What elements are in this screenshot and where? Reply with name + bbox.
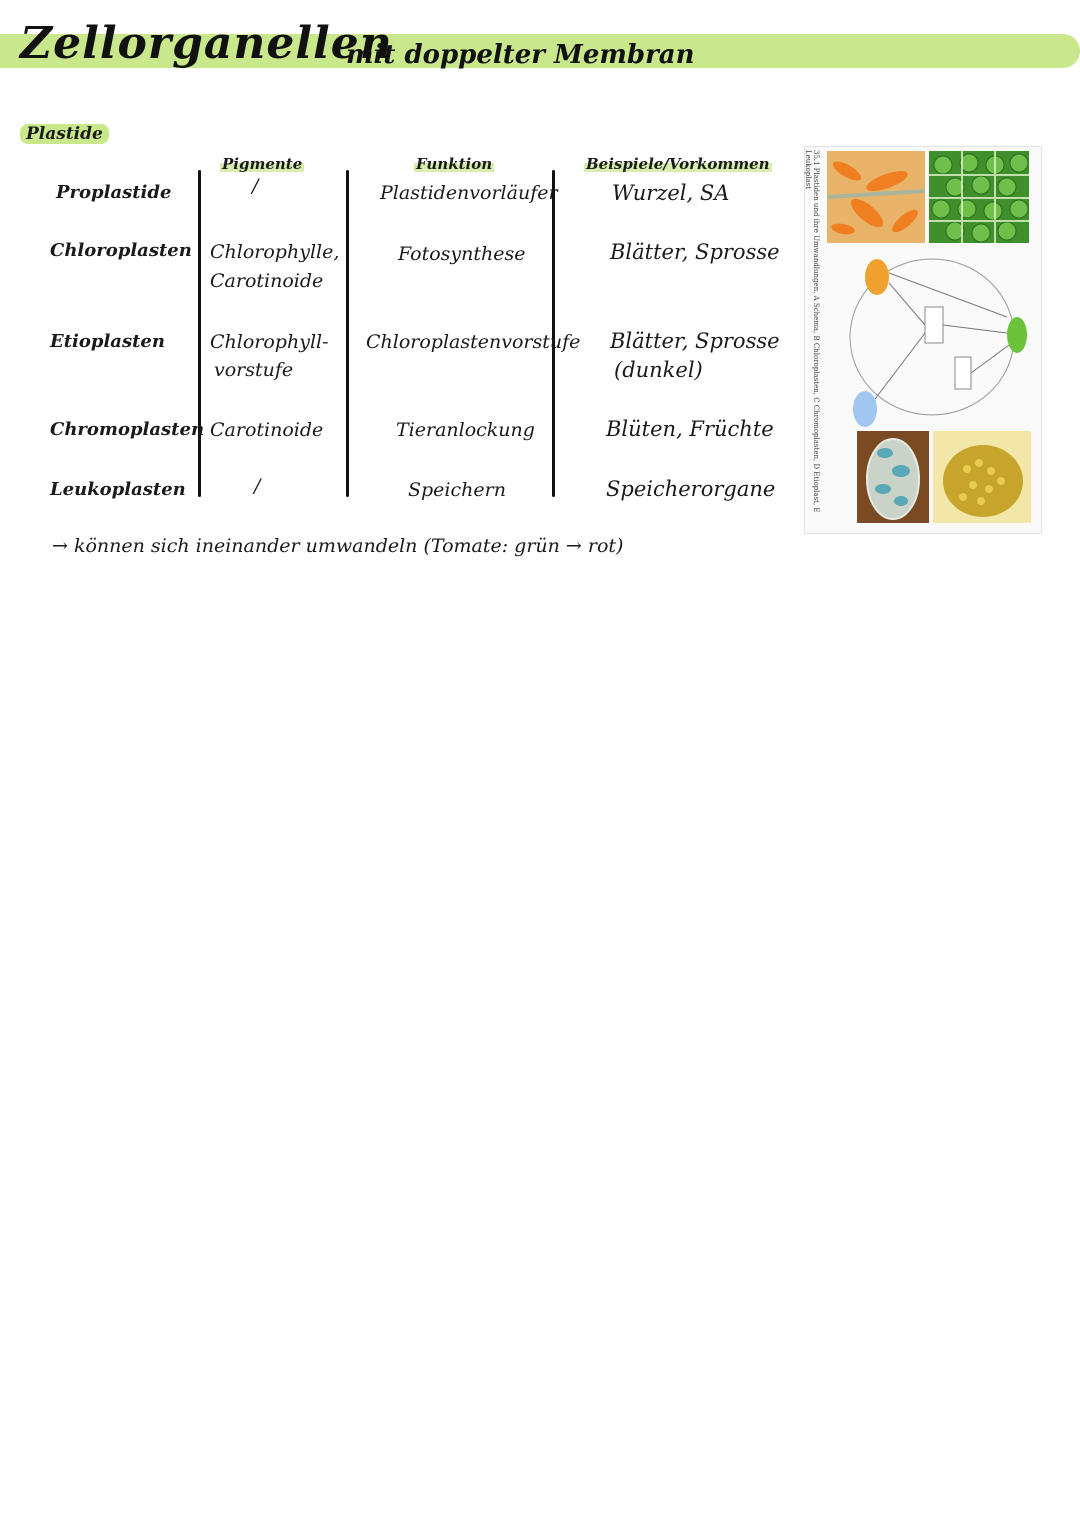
- column-divider: [346, 170, 349, 497]
- row-label-chromoplasten: Chromoplasten: [50, 419, 205, 440]
- leukoplast-node: [853, 391, 877, 427]
- pigment-cell: Carotinoide: [210, 270, 324, 292]
- function-cell: Chloroplastenvorstufe: [366, 331, 581, 353]
- pigment-cell: Chlorophyll-: [210, 331, 329, 353]
- column-divider: [198, 170, 201, 497]
- chloroplast-node: [1007, 317, 1027, 353]
- function-cell: Tieranlockung: [396, 419, 535, 441]
- proplastid-node: [925, 307, 943, 343]
- chromoplast-photo: [827, 151, 925, 243]
- pigment-cell: /: [252, 175, 259, 197]
- function-cell: Plastidenvorläufer: [380, 182, 558, 204]
- etioplast-photo: [857, 431, 929, 523]
- plastid-conversion-schema: [827, 247, 1037, 427]
- examples-cell: Wurzel, SA: [612, 181, 730, 205]
- column-header-pigmente: Pigmente: [222, 155, 303, 173]
- conversion-note: → können sich ineinander umwandeln (Tomate: grün → rot): [52, 535, 624, 557]
- etioplast-node: [955, 357, 971, 389]
- column-header-funktion: Funktion: [416, 155, 493, 173]
- examples-cell: Blätter, Sprosse: [610, 240, 780, 264]
- chloroplast-photo: [929, 151, 1029, 243]
- section-label: Plastide: [20, 124, 109, 144]
- pigment-cell: /: [254, 475, 261, 497]
- pigment-cell: Chlorophylle,: [210, 241, 340, 263]
- leukoplast-photo: [933, 431, 1031, 523]
- examples-cell: Blätter, Sprosse: [610, 329, 780, 353]
- figure-caption: 35.1 Plastiden und ihre Umwandlungen. A Schema, B Chloroplasten, C Chromoplasten, D Etioplast, E Leukoplast: [804, 150, 820, 513]
- textbook-figure: [804, 146, 1042, 534]
- function-cell: Speichern: [408, 479, 506, 501]
- page-subtitle: mit doppelter Membran: [346, 40, 695, 70]
- function-cell: Fotosynthese: [398, 243, 526, 265]
- pigment-cell: Carotinoide: [210, 419, 324, 441]
- examples-cell: Speicherorgane: [606, 477, 776, 501]
- row-label-etioplasten: Etioplasten: [50, 331, 165, 352]
- chromoplast-node: [865, 259, 889, 295]
- row-label-chloroplasten: Chloroplasten: [50, 240, 192, 261]
- examples-cell: (dunkel): [614, 358, 703, 382]
- row-label-proplastide: Proplastide: [56, 182, 172, 203]
- examples-cell: Blüten, Früchte: [606, 417, 774, 441]
- row-label-leukoplasten: Leukoplasten: [50, 479, 186, 500]
- page-title: Zellorganellen: [20, 18, 393, 69]
- column-header-beispiele: Beispiele/Vorkommen: [586, 155, 770, 173]
- pigment-cell: vorstufe: [214, 359, 294, 381]
